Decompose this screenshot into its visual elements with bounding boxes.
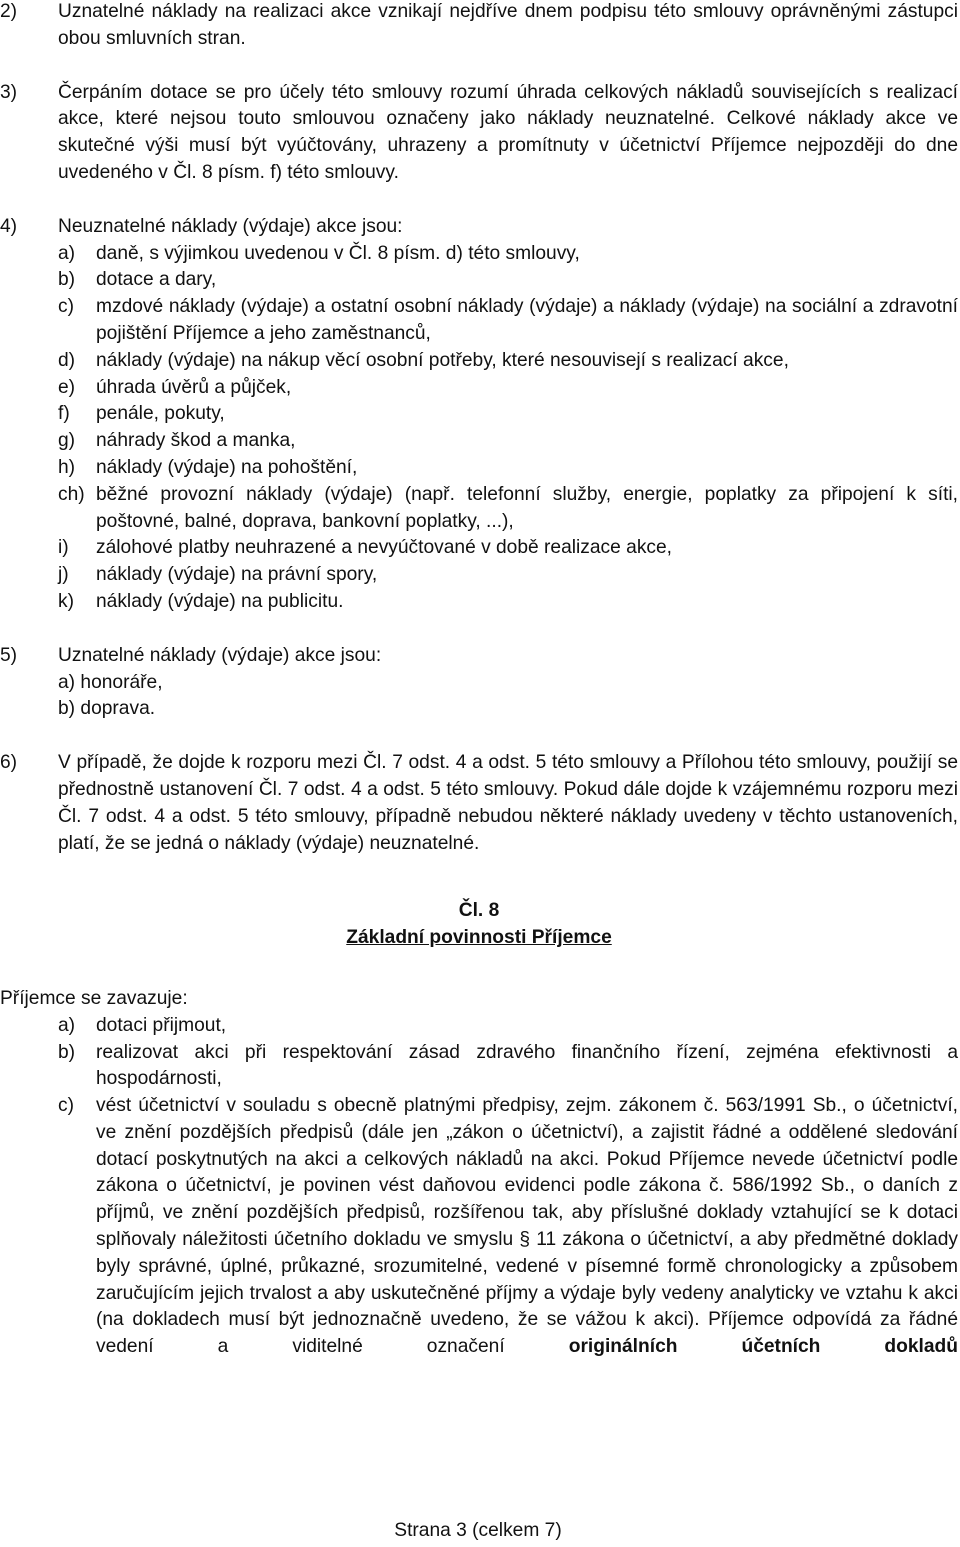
- list-text: honoráře,: [80, 671, 163, 693]
- paragraph-5: [0, 643, 958, 723]
- list-heading: Neuznatelné náklady (výdaje) akce jsou:: [58, 215, 403, 237]
- list-label: i): [58, 537, 69, 559]
- list-label: a): [58, 671, 76, 693]
- list-label: j): [58, 564, 69, 586]
- list-item: [58, 670, 958, 697]
- article-number: Čl. 8: [458, 900, 500, 922]
- paragraph-number: 2): [0, 1, 18, 22]
- list-item: [58, 455, 958, 482]
- list-text: penále, pokuty,: [96, 403, 225, 425]
- list-label: g): [58, 430, 76, 452]
- list-item: [58, 1040, 958, 1094]
- list-text: [96, 1093, 958, 1361]
- list-label: d): [58, 349, 76, 371]
- list-text: úhrada úvěrů a půjček,: [96, 376, 292, 398]
- paragraph-text: Čerpáním dotace se pro účely této smlouvy rozumí úhrada celkových nákladů souvisejících s realizací akce, které nejsou touto smlouvou označeny jako náklady neuznatelné. Celkové náklady akce ve skutečné výši musí být vyúčtovány, uhrazeny a promítnuty v účetnictví Příjemce nejpozději do dne uvedeného v Čl. 8 písm. f) této smlouvy.: [58, 81, 958, 183]
- paragraph-number: 6): [0, 752, 18, 774]
- list-label: b): [58, 698, 76, 720]
- list-item: [58, 294, 958, 348]
- page-footer: Strana 3 (celkem 7): [394, 1520, 562, 1541]
- paragraph-3: [0, 80, 958, 187]
- list-text-main: vést účetnictví v souladu s obecně platnými předpisy, zejm. zákonem č. 563/1991 Sb., o účetnictví, ve znění pozdějších předpisů (dále jen „zákon o účetnictví), a zajistit řádné a oddělené sledování dotací poskytnutých na akci a celkových nákladů na akci. Pokud Příjemce nevede účetnictví podle zákona o účetnictví, je povinen vést daňovou evidenci podle zákona č. 586/1992 Sb., o daních z příjmů, ve znění pozdějších předpisů, rozšířenou tak, aby příslušné doklady vztahující se k dotaci splňovaly náležitosti účetního dokladu ve smyslu § 11 zákona o účetnictví, a aby předmětné doklady byly správné, úplné, průkazné, srozumitelné, vedené v písemné formě chronologicky a způsobem zaručujícím jejich trvalost a aby uskutečněné příjmy a výdaje byly vedeny analyticky ve vztahu k akci (na dokladech musí být jednoznačně uvedeno, že se vážou k akci). Příjemce odpovídá za řádné vedení a viditelné označení: [96, 1095, 958, 1358]
- list-item: [58, 696, 958, 723]
- list-label: a): [58, 242, 76, 264]
- list-text: zálohové platby neuhrazené a nevyúčtované v době realizace akce,: [96, 537, 673, 559]
- list-text: běžné provozní náklady (výdaje) (např. telefonní služby, energie, poplatky za připojení k síti, poštovné, balné, doprava, bankovní poplatky, ...),: [96, 483, 958, 532]
- obligations-list: [58, 1013, 958, 1361]
- list-item: [58, 1093, 958, 1361]
- list-item: [58, 482, 958, 536]
- list-item: [58, 401, 958, 428]
- list-label: e): [58, 376, 76, 398]
- list-label: c): [58, 296, 74, 318]
- list-text: náklady (výdaje) na publicitu.: [96, 590, 344, 612]
- list-item: [58, 348, 958, 375]
- list-label: a): [58, 1014, 76, 1036]
- paragraph-2: [0, 0, 958, 53]
- list-text: náklady (výdaje) na pohoštění,: [96, 456, 358, 478]
- list-item: [58, 241, 958, 268]
- article-title: Základní povinnosti Příjemce: [346, 927, 612, 949]
- list-item: [58, 589, 958, 616]
- list-item: [58, 535, 958, 562]
- list-text: dotace a dary,: [96, 269, 217, 291]
- paragraph-number: 5): [0, 644, 18, 666]
- list-label: b): [58, 269, 76, 291]
- list-label: ch): [58, 483, 85, 505]
- list-text: dotaci přijmout,: [96, 1014, 227, 1036]
- paragraph-number: 3): [0, 81, 18, 103]
- list-text: náhrady škod a manka,: [96, 430, 296, 452]
- list-text: realizovat akci při respektování zásad zdravého finančního řízení, zejména efektivnosti a hospodárnosti,: [96, 1041, 958, 1090]
- paragraph-number: 4): [0, 215, 18, 237]
- list-item: [58, 428, 958, 455]
- list-label: b): [58, 1041, 76, 1063]
- list-label: k): [58, 590, 74, 612]
- article-intro: Příjemce se zavazuje:: [0, 987, 188, 1009]
- list-text: doprava.: [80, 698, 156, 720]
- list-item: [58, 267, 958, 294]
- list-item: [58, 562, 958, 589]
- list-label: f): [58, 403, 70, 425]
- list-label: h): [58, 456, 76, 478]
- paragraph-6: [0, 750, 958, 857]
- paragraph-4: [0, 214, 958, 616]
- list-text: mzdové náklady (výdaje) a ostatní osobní náklady (výdaje) a náklady (výdaje) na sociální a zdravotní pojištění Příjemce a jeho zaměstnanců,: [96, 296, 958, 344]
- paragraph-text: Uznatelné náklady na realizaci akce vznikají nejdříve dnem podpisu této smlouvy oprávněnými zástupci obou smluvních stran.: [58, 1, 958, 49]
- list-text: daně, s výjimkou uvedenou v Čl. 8 písm. d) této smlouvy,: [96, 242, 580, 264]
- paragraph-text: V případě, že dojde k rozporu mezi Čl. 7 odst. 4 a odst. 5 této smlouvy a Přílohou této smlouvy, použijí se přednostně ustanovení Čl. 7 odst. 4 a odst. 5 této smlouvy. Pokud dále dojde k vzájemnému rozporu mezi Čl. 7 odst. 4 a odst. 5 této smlouvy, případně nebudou některé náklady uvedeny v těchto ustanoveních, platí, že se jedná o náklady (výdaje) neuznatelné.: [58, 752, 958, 854]
- list-label: c): [58, 1095, 74, 1117]
- list-text: náklady (výdaje) na právní spory,: [96, 564, 378, 586]
- list-heading: Uznatelné náklady (výdaje) akce jsou:: [58, 644, 382, 666]
- list-text-bold: originálních účetních dokladů: [568, 1336, 958, 1358]
- list-item: [58, 1013, 958, 1040]
- list-text: náklady (výdaje) na nákup věcí osobní potřeby, které nesouvisejí s realizací akce,: [96, 349, 789, 371]
- list-item: [58, 375, 958, 402]
